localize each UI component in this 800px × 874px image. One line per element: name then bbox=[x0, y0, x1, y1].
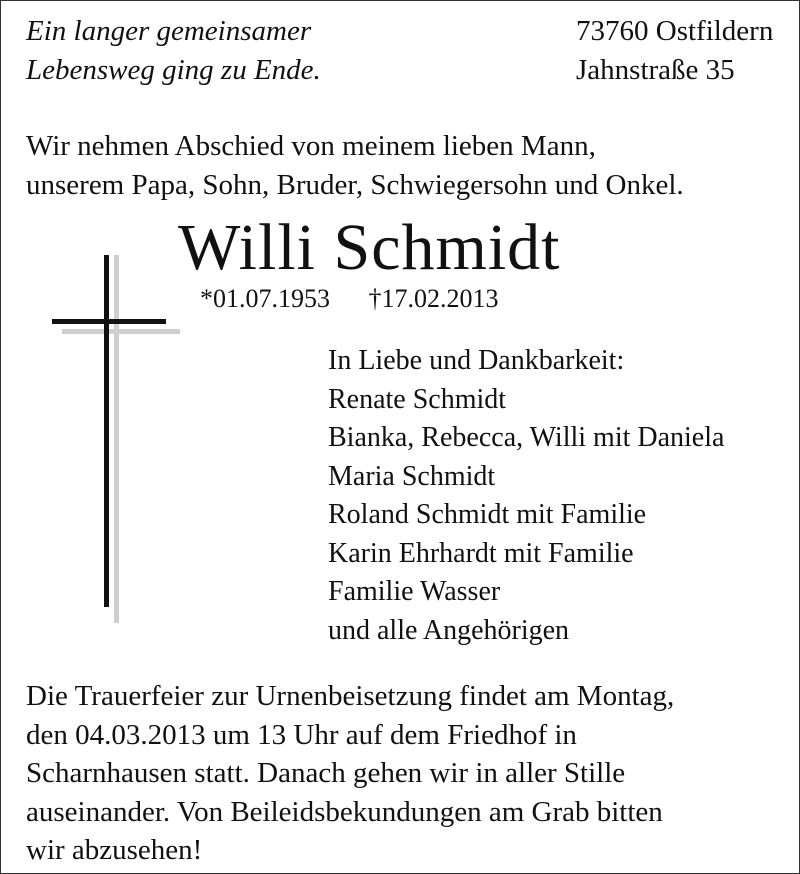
mourner-entry: Renate Schmidt bbox=[328, 383, 507, 415]
mourners-list bbox=[328, 342, 724, 650]
funeral-notice bbox=[26, 677, 674, 870]
mourners-heading: In Liebe und Dankbarkeit: bbox=[328, 345, 625, 376]
mourner-entry: und alle Angehörigen bbox=[328, 614, 570, 646]
address-line: 73760 Ostfildern bbox=[576, 15, 774, 47]
memorial-quote bbox=[26, 12, 321, 90]
life-dates bbox=[200, 283, 499, 315]
cross-shadow-vertical bbox=[114, 255, 119, 623]
cross-horizontal-bar bbox=[52, 319, 166, 324]
funeral-line: Die Trauerfeier zur Urnenbeisetzung findet am Montag, bbox=[26, 680, 675, 712]
farewell-intro bbox=[26, 127, 684, 205]
funeral-line: wir abzusehen! bbox=[26, 834, 203, 866]
death-date: †17.02.2013 bbox=[368, 284, 499, 313]
funeral-line: den 04.03.2013 um 13 Uhr auf dem Friedhof in bbox=[26, 718, 577, 751]
funeral-line: auseinander. Von Beileidsbekundungen am Grab bitten bbox=[26, 795, 663, 828]
mourner-entry: Karin Ehrhardt mit Familie bbox=[328, 537, 634, 569]
cross-shadow-horizontal bbox=[62, 329, 180, 334]
address-block bbox=[576, 12, 773, 90]
deceased-name: Willi Schmidt bbox=[178, 211, 561, 284]
quote-line: Ein langer gemeinsamer bbox=[26, 15, 312, 47]
cross-icon bbox=[40, 245, 200, 625]
mourner-entry: Roland Schmidt mit Familie bbox=[328, 499, 647, 530]
mourner-entry: Familie Wasser bbox=[328, 576, 501, 607]
address-line: Jahnstraße 35 bbox=[576, 54, 735, 86]
mourner-entry: Maria Schmidt bbox=[328, 460, 496, 492]
birth-date: *01.07.1953 bbox=[200, 284, 330, 313]
intro-line: Wir nehmen Abschied von meinem lieben Mann, bbox=[26, 130, 596, 162]
funeral-line: Scharnhausen statt. Danach gehen wir in aller Stille bbox=[26, 757, 626, 789]
intro-line: unserem Papa, Sohn, Bruder, Schwiegersohn und Onkel. bbox=[26, 169, 684, 201]
cross-vertical-bar bbox=[104, 255, 109, 607]
quote-line: Lebensweg ging zu Ende. bbox=[26, 54, 321, 86]
mourner-entry: Bianka, Rebecca, Willi mit Daniela bbox=[328, 422, 725, 453]
